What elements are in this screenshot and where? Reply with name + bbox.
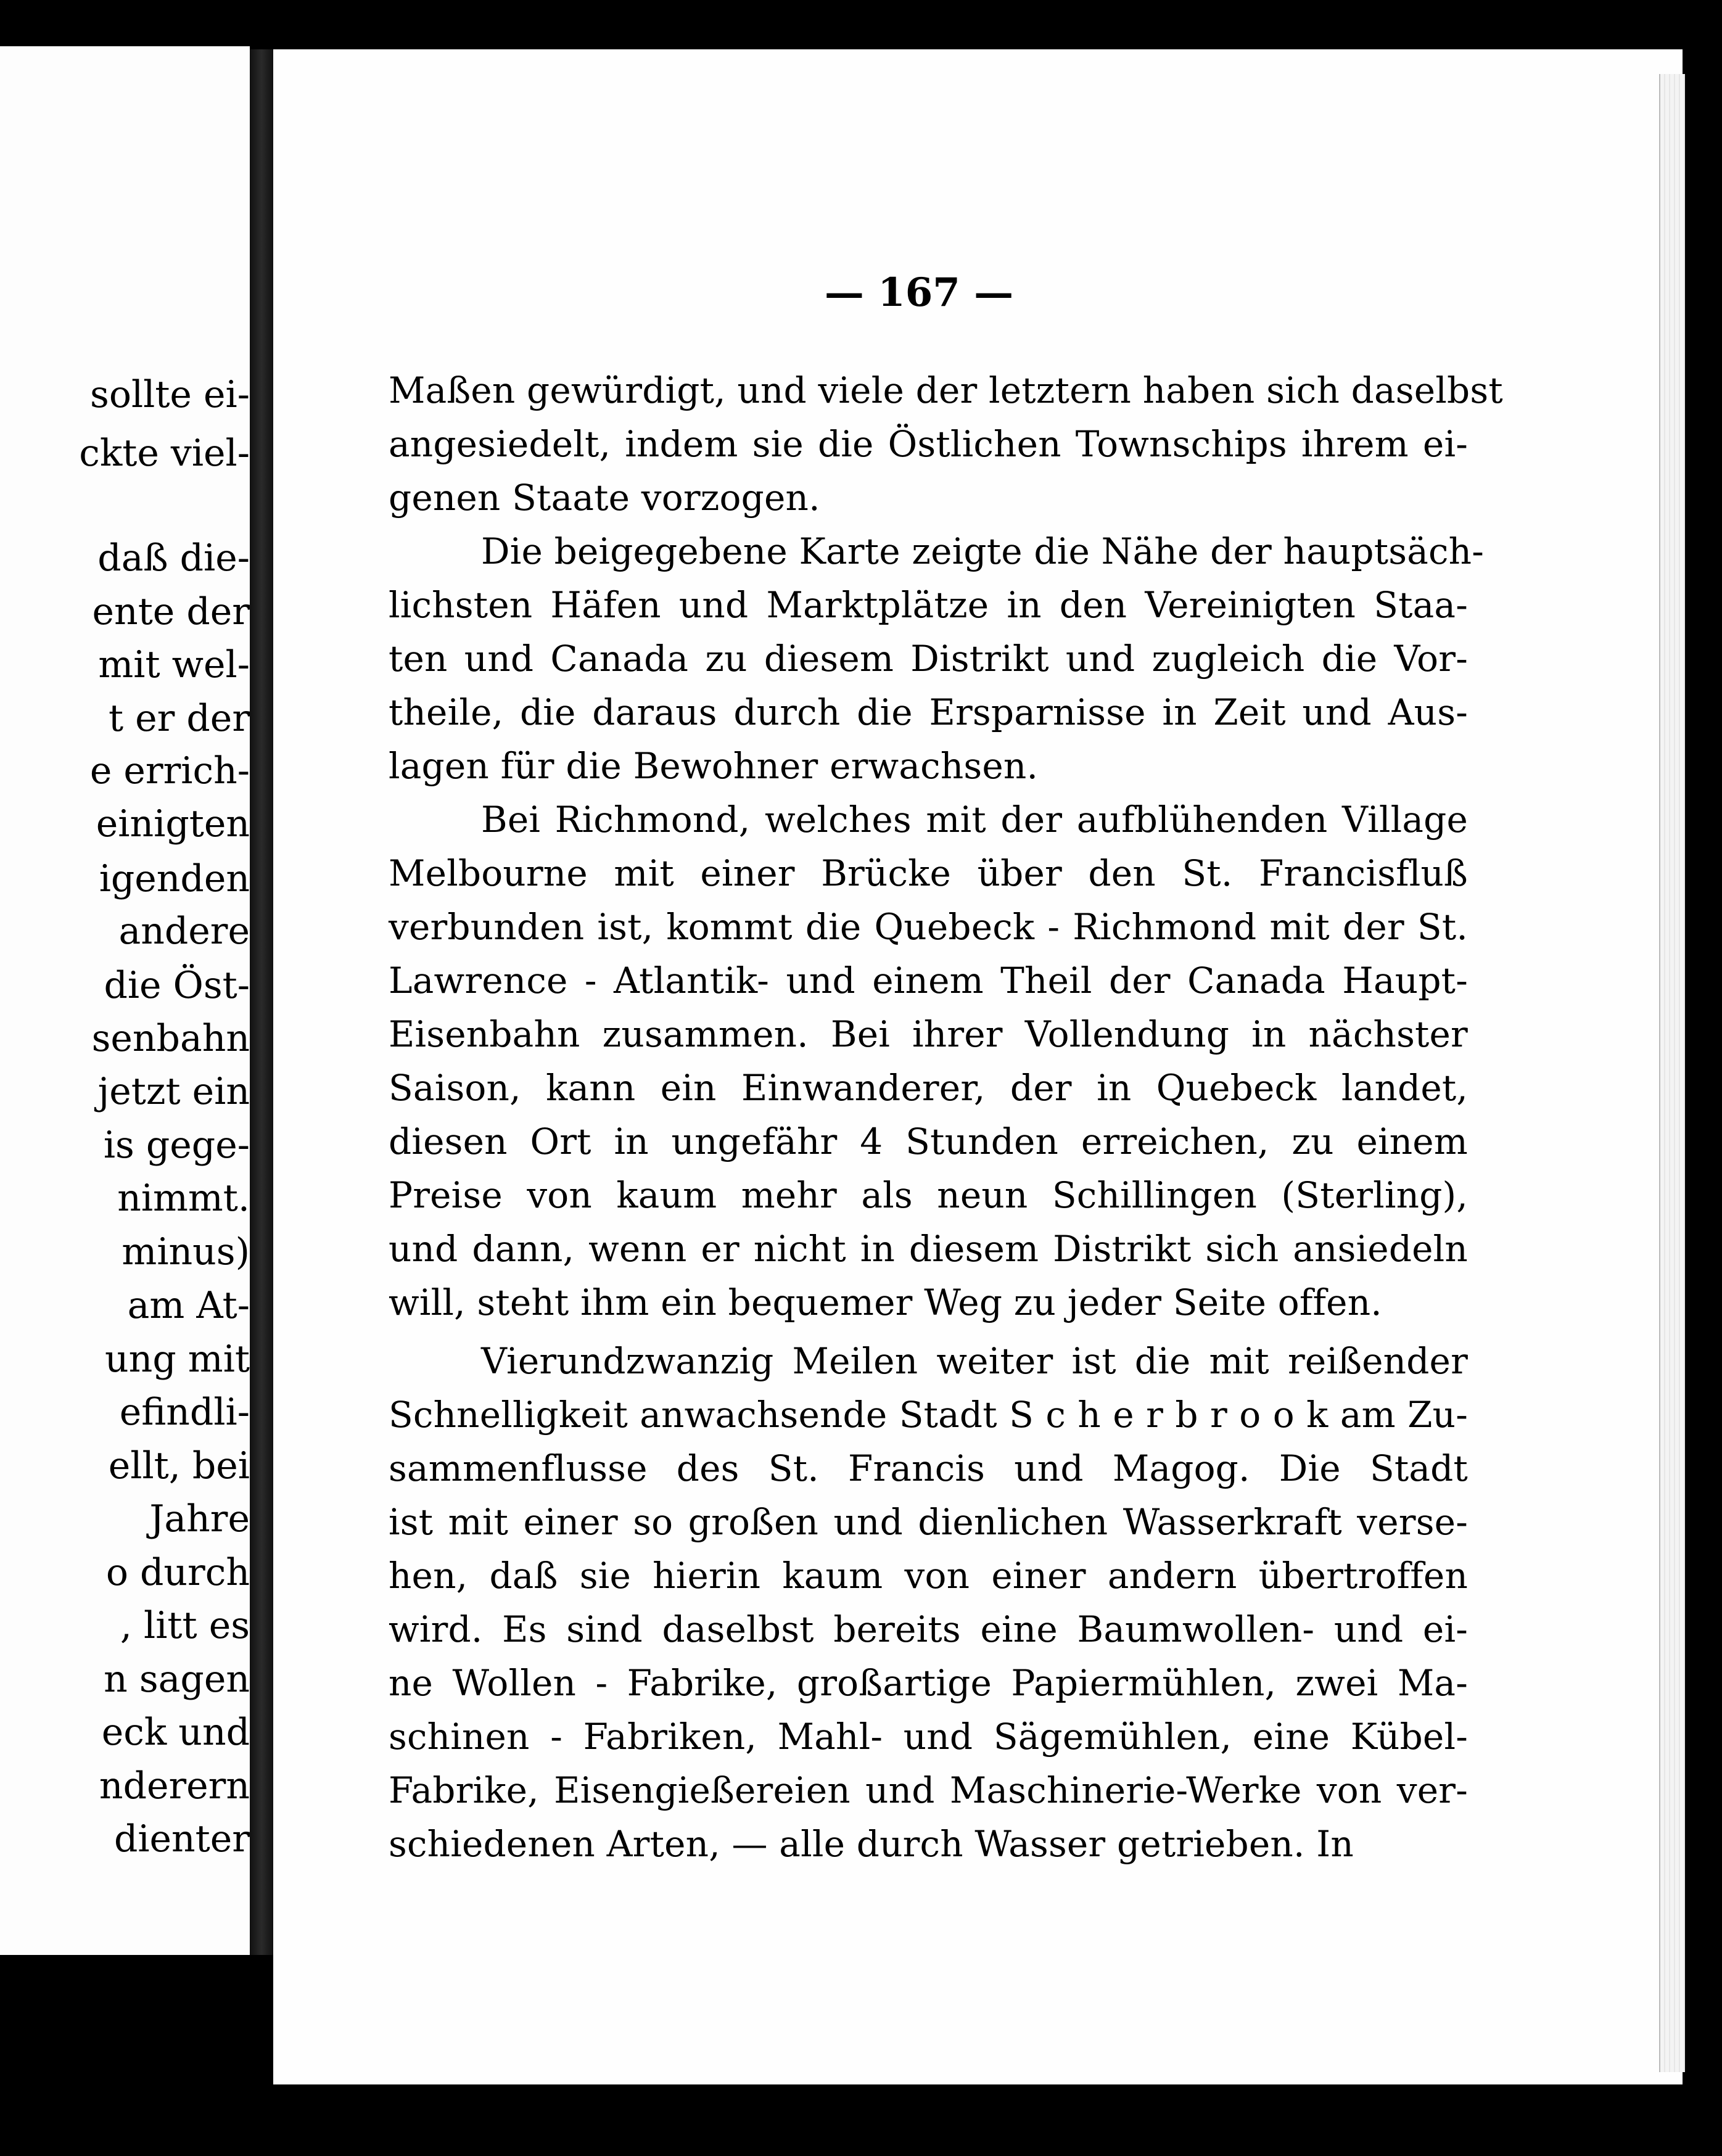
- text-line: sammenflusse des St. Francis und Magog. Die Stadt: [389, 1447, 1468, 1489]
- previous-page-line: e errich-: [89, 749, 250, 792]
- text-line: ten und Canada zu diesem Distrikt und zugleich die Vor-: [389, 638, 1468, 680]
- page-body-text: [389, 364, 1503, 1871]
- page-edge-stack: [1659, 74, 1685, 2072]
- previous-page-line: t er der: [108, 697, 250, 740]
- text-line: Die beigegebene Karte zeigte die Nähe der hauptsäch-: [481, 530, 1485, 572]
- text-line: theile, die daraus durch die Ersparnisse in Zeit und Aus-: [389, 691, 1468, 733]
- text-line: Fabrike, Eisengießereien und Maschinerie-Werke von ver-: [389, 1769, 1468, 1811]
- text-line: wird. Es sind daselbst bereits eine Baumwollen- und ei-: [389, 1608, 1468, 1650]
- previous-page-line: efindli-: [119, 1391, 250, 1434]
- previous-page-line: ung mit: [105, 1338, 250, 1381]
- text-line: Melbourne mit einer Brücke über den St. Francisfluß: [389, 852, 1468, 894]
- paragraph: [389, 364, 1503, 525]
- previous-page-line: ente der: [92, 590, 250, 633]
- previous-page-line: andere: [118, 910, 250, 953]
- text-line: und dann, wenn er nicht in diesem Distrikt sich ansiedeln: [389, 1228, 1468, 1270]
- previous-page-line: n sagen: [104, 1658, 250, 1701]
- previous-page-line: die Öst-: [104, 964, 250, 1007]
- previous-page-line: is gege-: [103, 1124, 250, 1167]
- text-line: Preise von kaum mehr als neun Schillingen (Sterling),: [389, 1174, 1468, 1216]
- text-line: lagen für die Bewohner erwachsen.: [389, 745, 1039, 787]
- previous-page-line: igenden: [99, 857, 250, 900]
- text-line: ne Wollen - Fabrike, großartige Papiermühlen, zwei Ma-: [389, 1662, 1468, 1704]
- text-line: hen, daß sie hierin kaum von einer andern übertroffen: [389, 1555, 1468, 1597]
- text-line: lichsten Häfen und Marktplätze in den Vereinigten Staa-: [389, 584, 1468, 626]
- previous-page-line: nimmt.: [117, 1177, 250, 1220]
- text-line: Bei Richmond, welches mit der aufblühenden Village: [481, 799, 1468, 841]
- paragraph: [389, 1335, 1468, 1871]
- paragraph: [389, 525, 1485, 793]
- page-number: — 167 —: [824, 270, 1014, 316]
- text-line: verbunden ist, kommt die Quebeck - Richmond mit der St.: [389, 906, 1468, 948]
- previous-page-line: daß die-: [97, 537, 250, 580]
- text-line: ist mit einer so großen und dienlichen Wasserkraft verse-: [389, 1501, 1468, 1543]
- paragraph: [389, 793, 1468, 1330]
- previous-page-line: am At-: [127, 1284, 250, 1327]
- previous-page-line: jetzt ein: [97, 1070, 250, 1113]
- previous-page-line: Jahre: [149, 1497, 250, 1541]
- previous-page-line: senbahn: [91, 1017, 250, 1060]
- previous-page-line: minus): [122, 1230, 250, 1273]
- text-line: genen Staate vorzogen.: [389, 477, 820, 519]
- previous-page-line: ellt, bei: [108, 1444, 250, 1487]
- previous-page-line: ckte viel-: [79, 432, 250, 475]
- paragraph-gap: [389, 1330, 1468, 1335]
- text-line: schinen - Fabriken, Mahl- und Sägemühlen, eine Kübel-: [389, 1716, 1468, 1758]
- previous-page-line: nderern: [99, 1764, 250, 1808]
- previous-page-line: eck und: [101, 1711, 250, 1754]
- book-gutter: [250, 49, 273, 1955]
- previous-page-line: , litt es: [120, 1604, 250, 1647]
- previous-page-line: einigten: [96, 802, 250, 846]
- text-line: Vierundzwanzig Meilen weiter ist die mit reißender: [481, 1340, 1468, 1382]
- text-line: will, steht ihm ein bequemer Weg zu jeder Seite offen.: [389, 1282, 1382, 1323]
- text-line: Schnelligkeit anwachsende Stadt S c h e r b r o o k am Zu-: [389, 1394, 1468, 1436]
- text-line: Maßen gewürdigt, und viele der letztern haben sich daselbst: [389, 369, 1503, 411]
- previous-page-fragment: [0, 46, 250, 1955]
- text-line: schiedenen Arten, — alle durch Wasser getrieben. In: [389, 1823, 1354, 1865]
- text-line: Eisenbahn zusammen. Bei ihrer Vollendung in nächster: [389, 1013, 1468, 1055]
- text-line: Lawrence - Atlantik- und einem Theil der Canada Haupt-: [389, 960, 1468, 1002]
- text-line: diesen Ort in ungefähr 4 Stunden erreichen, zu einem: [389, 1121, 1468, 1162]
- previous-page-line: dienter: [113, 1817, 250, 1861]
- previous-page-line: sollte ei-: [90, 373, 250, 416]
- text-line: Saison, kann ein Einwanderer, der in Quebeck landet,: [389, 1067, 1468, 1109]
- previous-page-line: o durch: [105, 1551, 250, 1594]
- text-line: angesiedelt, indem sie die Östlichen Townschips ihrem ei-: [389, 423, 1468, 465]
- previous-page-line: mit wel-: [98, 643, 250, 686]
